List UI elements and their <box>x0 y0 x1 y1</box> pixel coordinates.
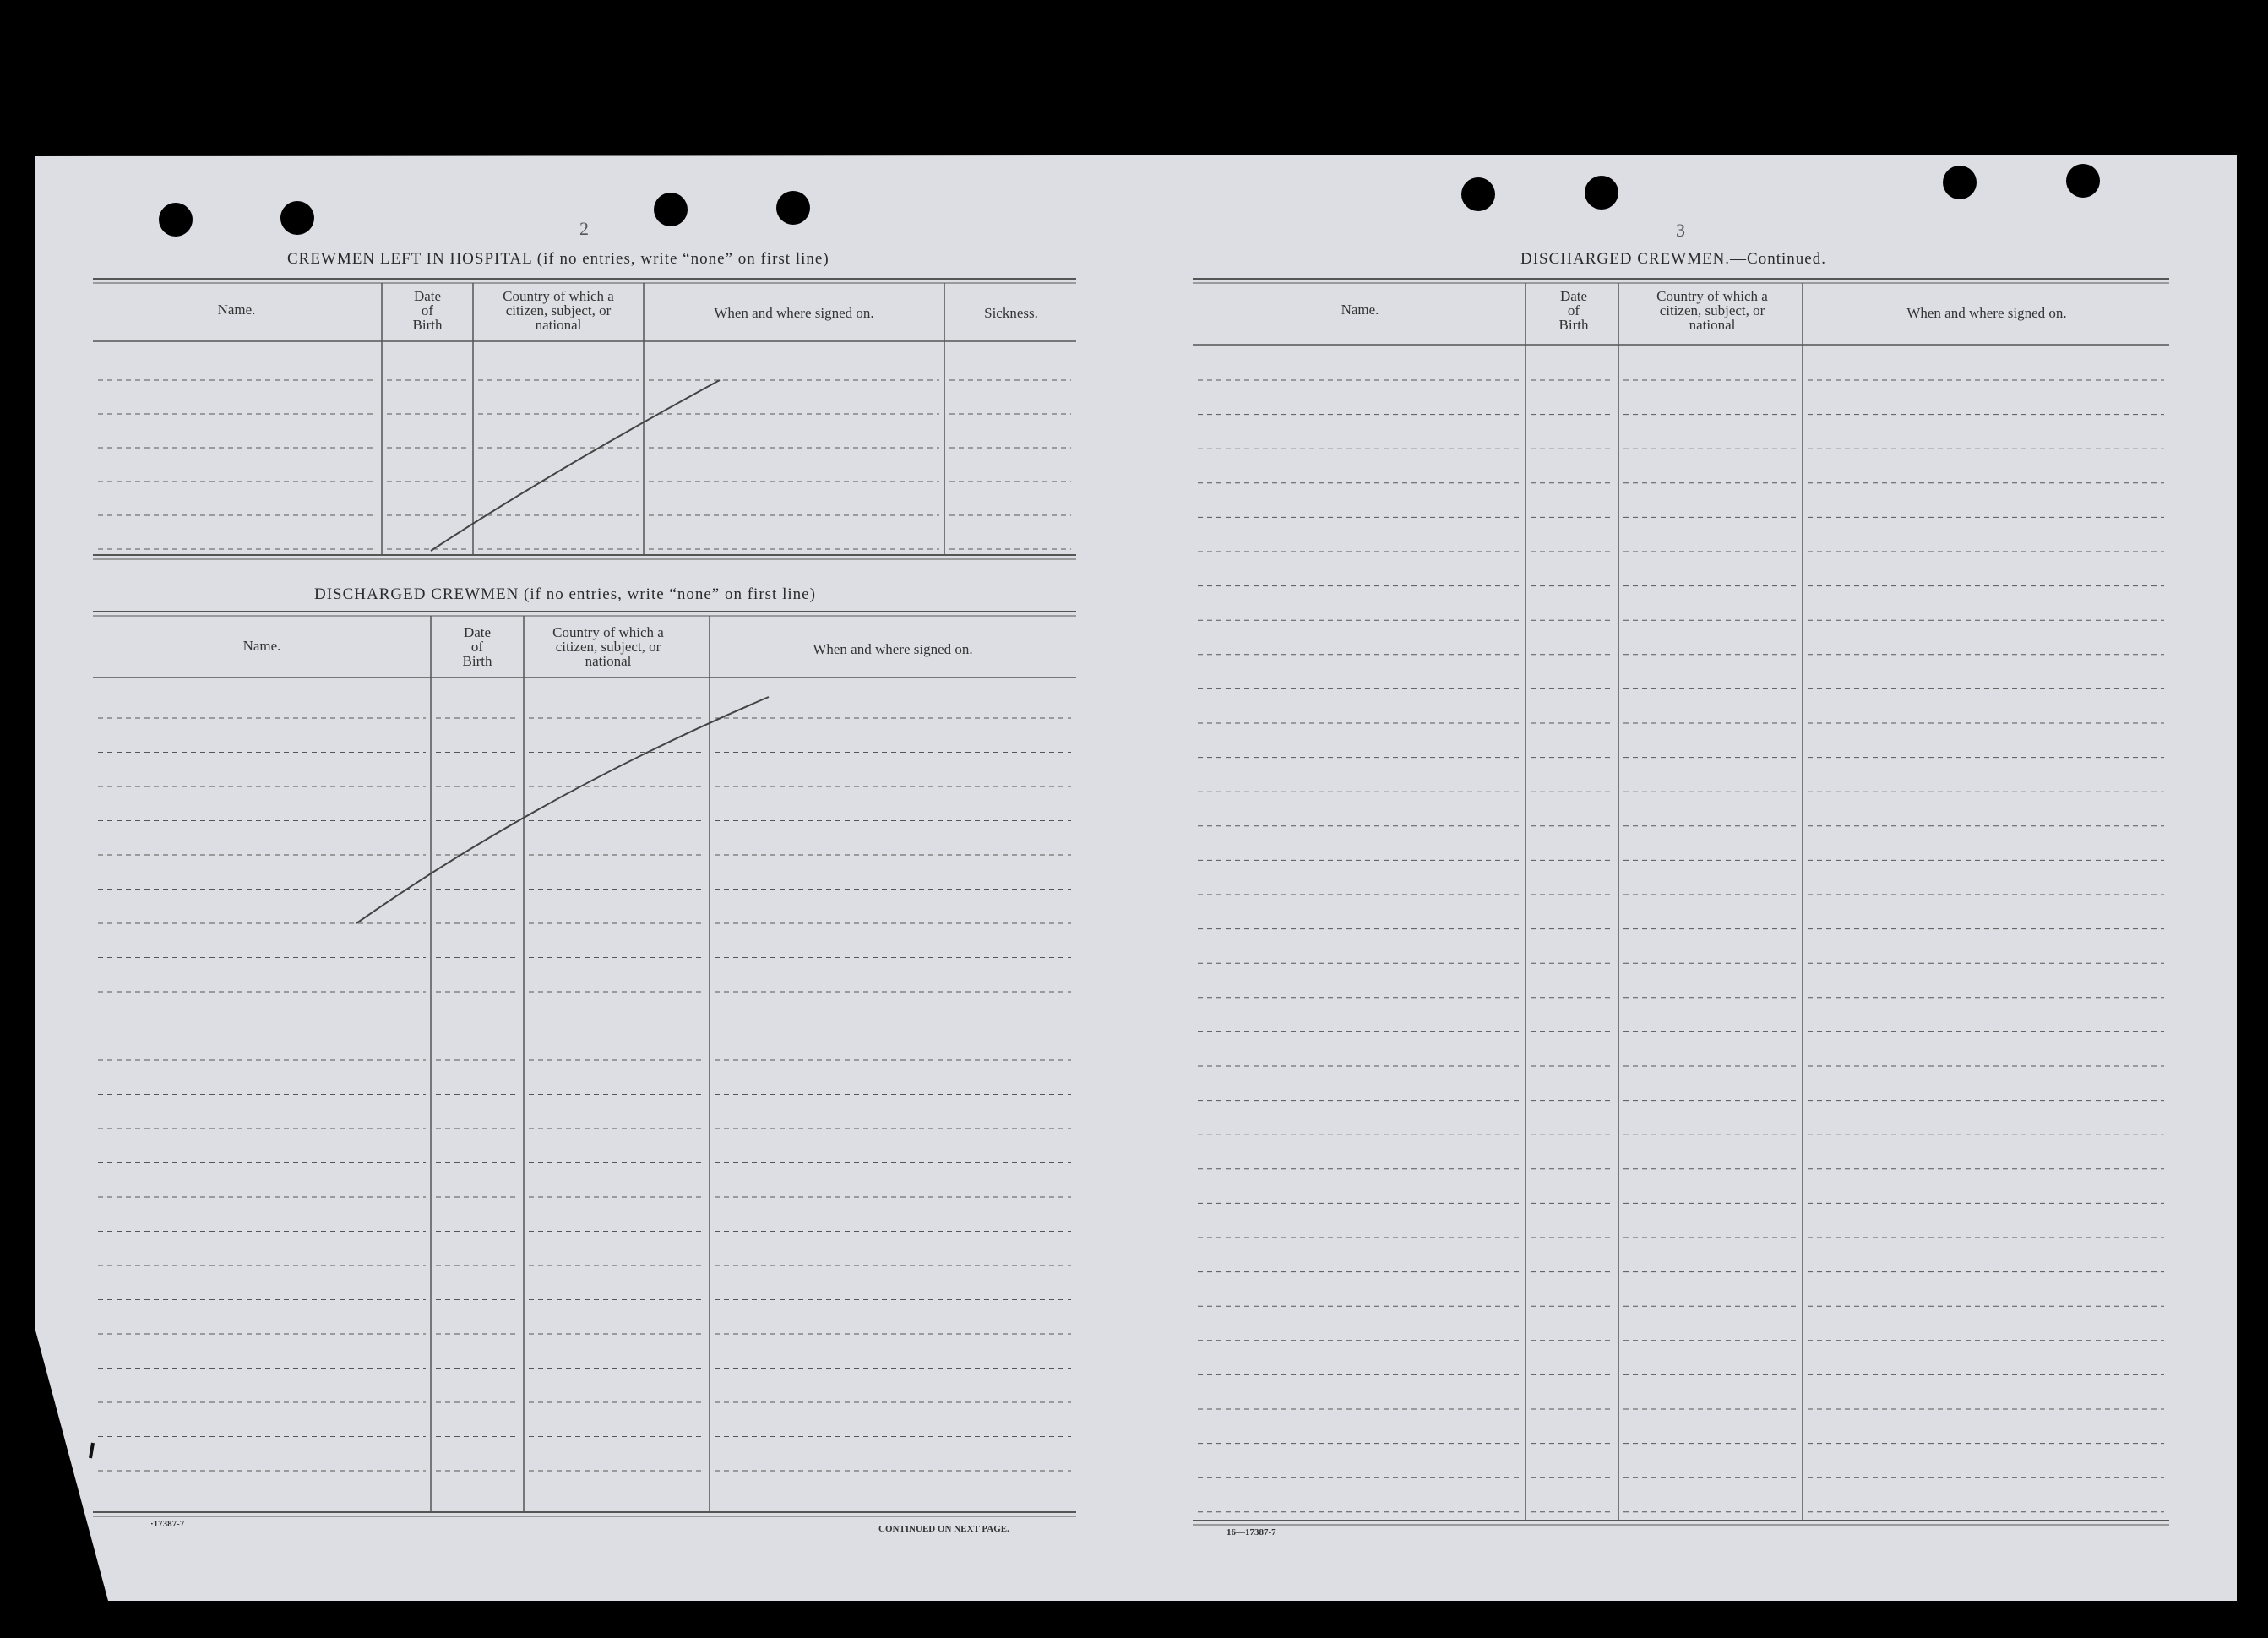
discharged-col-dob: Date of Birth <box>462 624 492 669</box>
continued-note: CONTINUED ON NEXT PAGE. <box>878 1524 1009 1534</box>
hospital-section-title: CREWMEN LEFT IN HOSPITAL (if no entries, write “none” on first line) <box>287 250 829 268</box>
discharged-col-country: Country of which a citizen, subject, or national <box>552 624 664 669</box>
right-section-title: DISCHARGED CREWMEN.—Continued. <box>1520 250 1826 268</box>
form-number-left: ·17387-7 <box>150 1519 185 1529</box>
punch-hole <box>654 193 688 226</box>
right-col-signed-on: When and where signed on. <box>1906 305 2067 321</box>
punch-hole <box>1585 176 1618 210</box>
hospital-col-dob: Date of Birth <box>412 288 443 333</box>
punch-hole <box>776 191 810 225</box>
punch-hole <box>280 201 314 235</box>
punch-hole <box>2066 164 2100 198</box>
right-col-dob: Date of Birth <box>1558 288 1589 333</box>
discharged-col-signed-on: When and where signed on. <box>813 641 973 657</box>
punch-hole <box>1943 166 1977 199</box>
hospital-col-sickness: Sickness. <box>984 305 1038 321</box>
page-number-left: 2 <box>579 218 589 239</box>
paper-background <box>35 155 2237 1601</box>
form-number-right: 16—17387-7 <box>1226 1527 1276 1537</box>
hospital-col-country: Country of which a citizen, subject, or national <box>503 288 614 333</box>
right-col-country: Country of which a citizen, subject, or national <box>1656 288 1768 333</box>
punch-hole <box>159 203 193 237</box>
right-col-name: Name. <box>1341 302 1379 318</box>
hospital-col-name: Name. <box>217 302 256 318</box>
discharged-section-title: DISCHARGED CREWMEN (if no entries, write “none” on first line) <box>314 585 816 603</box>
hospital-col-signed-on: When and where signed on. <box>714 305 874 321</box>
discharged-col-name: Name. <box>242 638 281 654</box>
page-number-right: 3 <box>1676 220 1685 241</box>
punch-hole <box>1461 177 1495 211</box>
